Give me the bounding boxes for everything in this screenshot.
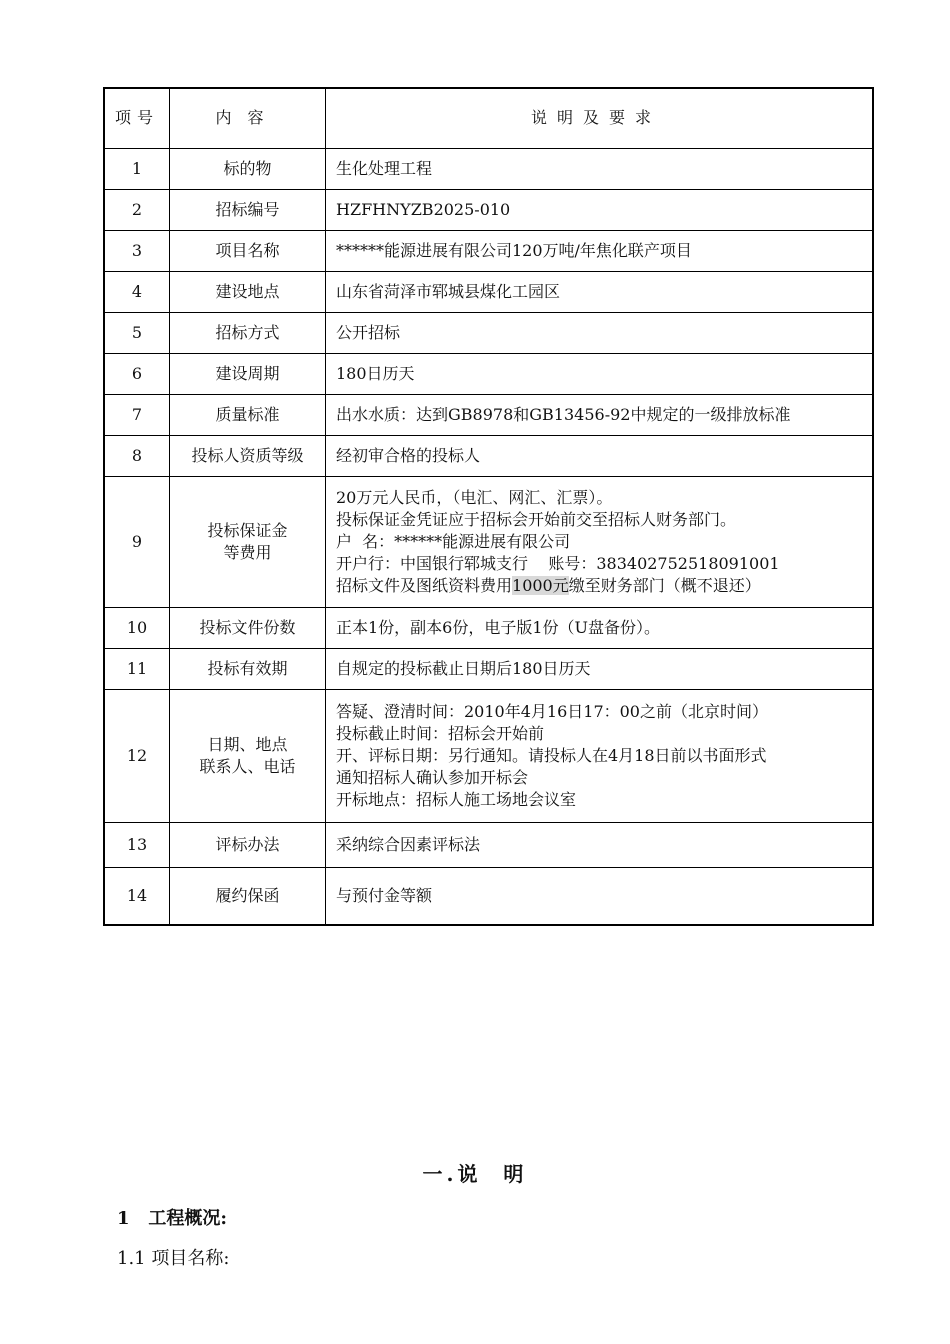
row-item: 履约保函	[170, 867, 326, 925]
row-no: 9	[104, 476, 170, 607]
desc-line: 开标地点：招标人施工场地会议室	[336, 789, 577, 809]
desc-line	[336, 575, 866, 597]
desc-line: 通知招标人确认参加开标会	[336, 767, 529, 787]
row-no: 7	[104, 394, 170, 435]
row-item-line: 等费用	[223, 542, 272, 562]
row-item: 质量标准	[170, 394, 326, 435]
desc-line: 20万元人民币，（电汇、网汇、汇票）。	[336, 487, 613, 507]
row-desc: 180日历天	[326, 353, 874, 394]
table-row	[104, 312, 873, 353]
row-desc: 公开招标	[326, 312, 874, 353]
desc-line: 投标截止时间：招标会开始前	[336, 723, 545, 743]
row-no: 12	[104, 689, 170, 822]
row-no: 6	[104, 353, 170, 394]
fee-note: 缴至财务部门（概不退还）	[568, 575, 761, 595]
table-row	[104, 476, 873, 607]
row-no: 8	[104, 435, 170, 476]
row-desc	[326, 689, 874, 822]
table-header-row	[104, 88, 873, 148]
desc-line: 投标保证金凭证应于招标会开始前交至招标人财务部门。	[336, 509, 737, 529]
table-row	[104, 230, 873, 271]
row-desc: 出水水质：达到GB8978和GB13456-92中规定的一级排放标准	[326, 394, 874, 435]
fee-label: 招标文件及图纸资料费用	[336, 575, 513, 595]
row-no: 10	[104, 607, 170, 648]
row-item: 投标文件份数	[170, 607, 326, 648]
row-item: 招标方式	[170, 312, 326, 353]
row-item: 招标编号	[170, 189, 326, 230]
table-row	[104, 648, 873, 689]
row-item-line: 日期、地点	[207, 734, 288, 754]
row-item-line: 投标保证金	[207, 520, 288, 540]
row-desc: HZFHNYZB2025-010	[326, 189, 874, 230]
row-no: 14	[104, 867, 170, 925]
row-item: 投标人资质等级	[170, 435, 326, 476]
row-no: 1	[104, 148, 170, 189]
row-item: 投标有效期	[170, 648, 326, 689]
table-row	[104, 353, 873, 394]
row-item: 建设地点	[170, 271, 326, 312]
header-no: 项号	[104, 88, 170, 148]
section-title: 一.说 明	[422, 1162, 528, 1186]
row-item: 项目名称	[170, 230, 326, 271]
header-desc: 说明及要求	[326, 88, 874, 148]
row-desc: 正本1份，副本6份，电子版1份（U盘备份）。	[326, 607, 874, 648]
table-row	[104, 189, 873, 230]
table-row	[104, 607, 873, 648]
row-desc: 采纳综合因素评标法	[326, 822, 874, 867]
bid-info-table	[103, 87, 874, 926]
desc-line: 开、评标日期：另行通知。请投标人在4月18日前以书面形式	[336, 745, 767, 765]
desc-line: 开户行：中国银行郓城支行 账号：383402752518091001	[336, 553, 780, 573]
table-row	[104, 435, 873, 476]
row-desc: 与预付金等额	[326, 867, 874, 925]
row-desc: 山东省菏泽市郓城县煤化工园区	[326, 271, 874, 312]
row-desc: 生化处理工程	[326, 148, 874, 189]
row-no: 5	[104, 312, 170, 353]
row-no: 2	[104, 189, 170, 230]
row-no: 4	[104, 271, 170, 312]
table-row	[104, 689, 873, 822]
row-item: 建设周期	[170, 353, 326, 394]
row-no: 11	[104, 648, 170, 689]
table-row	[104, 822, 873, 867]
row-desc	[326, 476, 874, 607]
table-row	[104, 867, 873, 925]
row-no: 13	[104, 822, 170, 867]
fee-amount-highlight: 1000元	[512, 575, 569, 595]
subsection-heading: 1 工程概况:	[117, 1208, 227, 1229]
row-desc: 经初审合格的投标人	[326, 435, 874, 476]
row-desc: ******能源进展有限公司120万吨/年焦化联产项目	[326, 230, 874, 271]
row-item: 标的物	[170, 148, 326, 189]
project-name-label: 1.1 项目名称:	[117, 1248, 230, 1269]
desc-line: 答疑、澄清时间：2010年4月16日17：00之前（北京时间）	[336, 701, 768, 721]
table-row	[104, 394, 873, 435]
row-desc: 自规定的投标截止日期后180日历天	[326, 648, 874, 689]
header-item: 内容	[170, 88, 326, 148]
row-item: 评标办法	[170, 822, 326, 867]
row-item	[170, 689, 326, 822]
table-row	[104, 271, 873, 312]
row-item	[170, 476, 326, 607]
desc-line: 户 名：******能源进展有限公司	[336, 531, 571, 551]
row-no: 3	[104, 230, 170, 271]
table-row	[104, 148, 873, 189]
row-item-line: 联系人、电话	[199, 756, 296, 776]
